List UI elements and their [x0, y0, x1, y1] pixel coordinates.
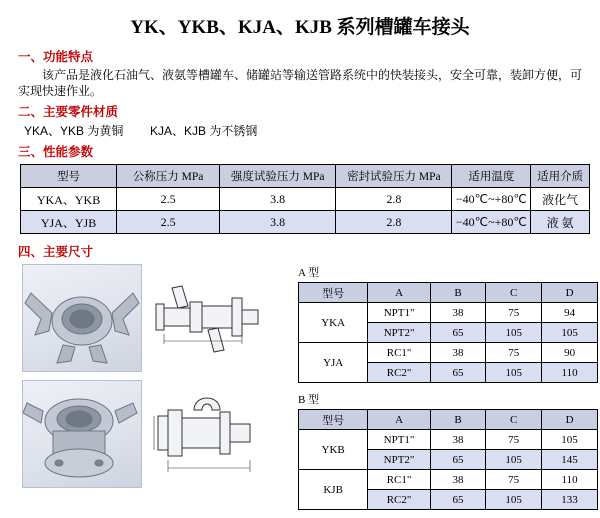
cell-medium: 液 氨: [531, 211, 590, 234]
cell-b: 65: [430, 363, 485, 383]
col-header-medium: 适用介质: [531, 165, 590, 188]
page-title: YK、YKB、KJA、KJB 系列槽罐车接头: [130, 17, 470, 38]
table-row: [299, 343, 598, 363]
cell-d: 105: [542, 323, 598, 343]
cell-b: 38: [430, 343, 485, 363]
col-header-strength-pressure: 强度试验压力 MPa: [220, 165, 336, 188]
table-header-row: [299, 283, 598, 303]
dimension-block-b: [298, 391, 600, 510]
photo-coupling-a: [22, 264, 142, 372]
table-header-row: [299, 410, 598, 430]
figure-pair-a: [22, 264, 266, 372]
performance-table: [20, 164, 590, 234]
cell-a: NPT1": [368, 303, 431, 323]
sketch-coupling-a: [148, 264, 266, 372]
cell-model: KJB: [299, 470, 368, 510]
col-header-model: 型号: [299, 283, 368, 303]
cell-strength-pressure: 3.8: [220, 188, 336, 211]
features-body: 该产品是液化石油气、液氨等槽罐车、储罐站等输送管路系统中的快装接头，安全可靠，装卸方便，可实现快速作业。: [18, 68, 583, 98]
table-row: [299, 430, 598, 450]
cell-b: 38: [430, 303, 485, 323]
cell-b: 65: [430, 323, 485, 343]
table-row: [21, 188, 590, 211]
table-row: [21, 211, 590, 234]
col-header-d: D: [542, 283, 598, 303]
col-header-model: 型号: [299, 410, 368, 430]
type-label-b: B 型: [298, 394, 320, 406]
cell-a: NPT2": [368, 450, 431, 470]
dimension-table-a: [298, 282, 598, 383]
cell-d: 90: [542, 343, 598, 363]
cell-a: NPT1": [368, 430, 431, 450]
cell-model: YJA、YJB: [21, 211, 117, 234]
cell-d: 133: [542, 490, 598, 510]
cell-a: RC1": [368, 343, 431, 363]
figure-column: [22, 264, 266, 496]
cell-c: 105: [486, 363, 542, 383]
cell-strength-pressure: 3.8: [220, 211, 336, 234]
cell-c: 105: [486, 450, 542, 470]
materials-line: YKA、YKB 为黄铜 KJA、KJB 为不锈钢: [24, 124, 258, 138]
col-header-b: B: [430, 410, 485, 430]
col-header-d: D: [542, 410, 598, 430]
cell-d: 105: [542, 430, 598, 450]
col-header-model: 型号: [21, 165, 117, 188]
cell-d: 94: [542, 303, 598, 323]
cell-nominal-pressure: 2.5: [117, 211, 220, 234]
type-label-a: A 型: [298, 267, 320, 279]
section-heading-materials: 二、主要零件材质: [18, 105, 119, 119]
dimension-table-b: [298, 409, 598, 510]
cell-seal-pressure: 2.8: [336, 211, 452, 234]
cell-d: 110: [542, 363, 598, 383]
dimension-tables-column: [298, 264, 600, 518]
cell-b: 38: [430, 430, 485, 450]
cell-model: YKA: [299, 303, 368, 343]
photo-coupling-b: [22, 380, 142, 488]
cell-seal-pressure: 2.8: [336, 188, 452, 211]
dimensions-area: [10, 264, 590, 504]
cell-c: 75: [486, 343, 542, 363]
cell-c: 75: [486, 303, 542, 323]
dimension-block-a: [298, 264, 600, 383]
section-heading-dimensions: 四、主要尺寸: [18, 245, 94, 259]
cell-c: 75: [486, 470, 542, 490]
col-header-b: B: [430, 283, 485, 303]
section-heading-features: 一、功能特点: [18, 50, 94, 64]
cell-c: 75: [486, 430, 542, 450]
col-header-a: A: [368, 410, 431, 430]
cell-model: YJA: [299, 343, 368, 383]
col-header-a: A: [368, 283, 431, 303]
col-header-c: C: [486, 410, 542, 430]
table-row: [299, 303, 598, 323]
cell-c: 105: [486, 323, 542, 343]
table-row: [299, 470, 598, 490]
col-header-c: C: [486, 283, 542, 303]
cell-d: 145: [542, 450, 598, 470]
cell-b: 38: [430, 470, 485, 490]
col-header-temperature: 适用温度: [452, 165, 531, 188]
cell-temperature: −40℃~+80℃: [452, 211, 531, 234]
cell-c: 105: [486, 490, 542, 510]
cell-model: YKA、YKB: [21, 188, 117, 211]
cell-a: RC2": [368, 490, 431, 510]
col-header-nominal-pressure: 公称压力 MPa: [117, 165, 220, 188]
cell-a: NPT2": [368, 323, 431, 343]
cell-b: 65: [430, 450, 485, 470]
table-header-row: [21, 165, 590, 188]
cell-d: 110: [542, 470, 598, 490]
cell-a: RC1": [368, 470, 431, 490]
section-heading-performance: 三、性能参数: [18, 145, 94, 159]
sketch-coupling-b: [148, 380, 266, 488]
figure-pair-b: [22, 380, 266, 488]
cell-model: YKB: [299, 430, 368, 470]
cell-medium: 液化气: [531, 188, 590, 211]
cell-b: 65: [430, 490, 485, 510]
cell-temperature: −40℃~+80℃: [452, 188, 531, 211]
cell-a: RC2": [368, 363, 431, 383]
cell-nominal-pressure: 2.5: [117, 188, 220, 211]
col-header-seal-pressure: 密封试验压力 MPa: [336, 165, 452, 188]
